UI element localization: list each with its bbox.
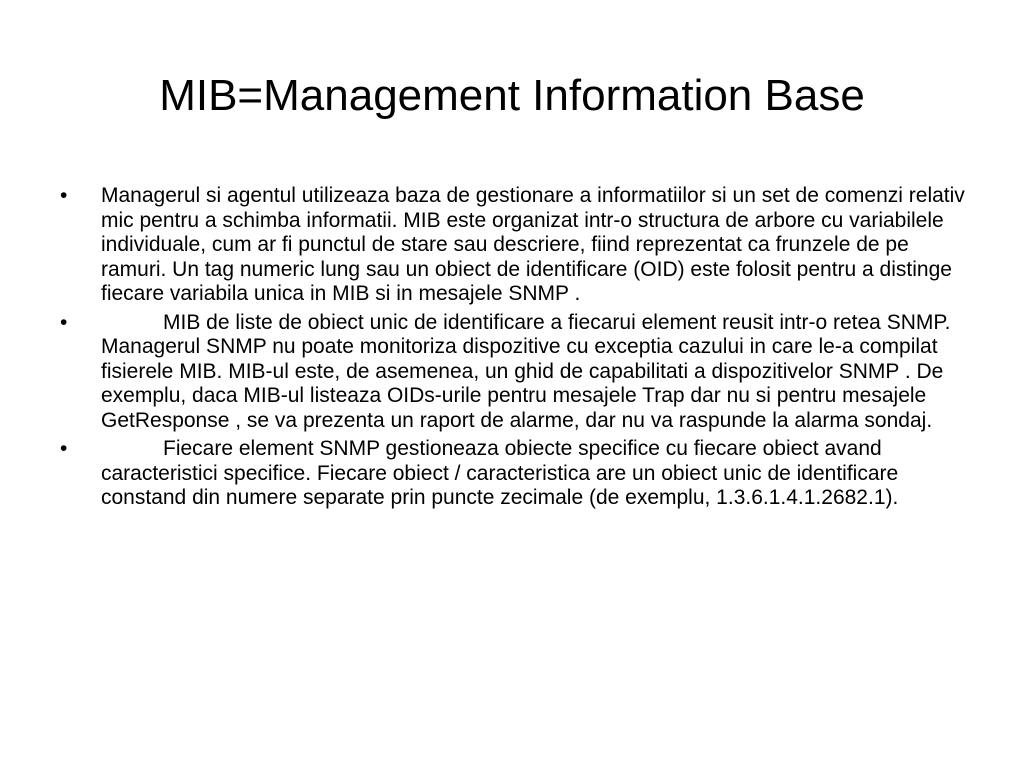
bullet-text-2: MIB de liste de obiect unic de identificare a fiecarui element reusit intr-o retea SNMP. Managerul SNMP nu poate monitoriza dispozitive cu exceptia cazului in care le-a compilat fisierele MIB. MIB-ul este, de asemenea, un ghid de capabilitati a dispozitivelor SNMP . De exemplu, daca MIB-ul listeaza OIDs-urile pentru mesajele Trap dar nu si pentru mesajele GetResponse , se va prezenta un raport de alarme, dar nu va raspunde la alarma sondaj. [101,310,951,432]
slide-title: MIB=Management Information Base [159,71,865,120]
bullet-text-1: Managerul si agentul utilizeaza baza de gestionare a informatiilor si un set de comenzi relativ mic pentru a schimba informatii. MIB este organizat intr-o structura de arbore cu variabilele individuale, cum ar fi punctul de stare sau descriere, fiind reprezentat ca frunzele de pe ramuri. Un tag numeric lung sau un obiect de identificare (OID) este folosit pentru a distinge fiecare variabila unica in MIB si in mesajele SNMP . [101,184,965,305]
bullet-marker: • [60,310,68,334]
bullet-item-3 [60,437,970,511]
bullet-item-2 [60,311,970,434]
bullet-marker: • [60,184,68,207]
bullet-item-1 [60,184,970,307]
bullet-list [60,184,970,515]
bullet-marker: • [60,437,68,460]
bullet-text-3: Fiecare element SNMP gestioneaza obiecte specifice cu fiecare obiect avand caracteristici specifice. Fiecare obiect / caracteristica are un obiect unic de identificare constand din numere separate prin puncte zecimale (de exemplu, 1.3.6.1.4.1.2682.1). [101,437,899,509]
